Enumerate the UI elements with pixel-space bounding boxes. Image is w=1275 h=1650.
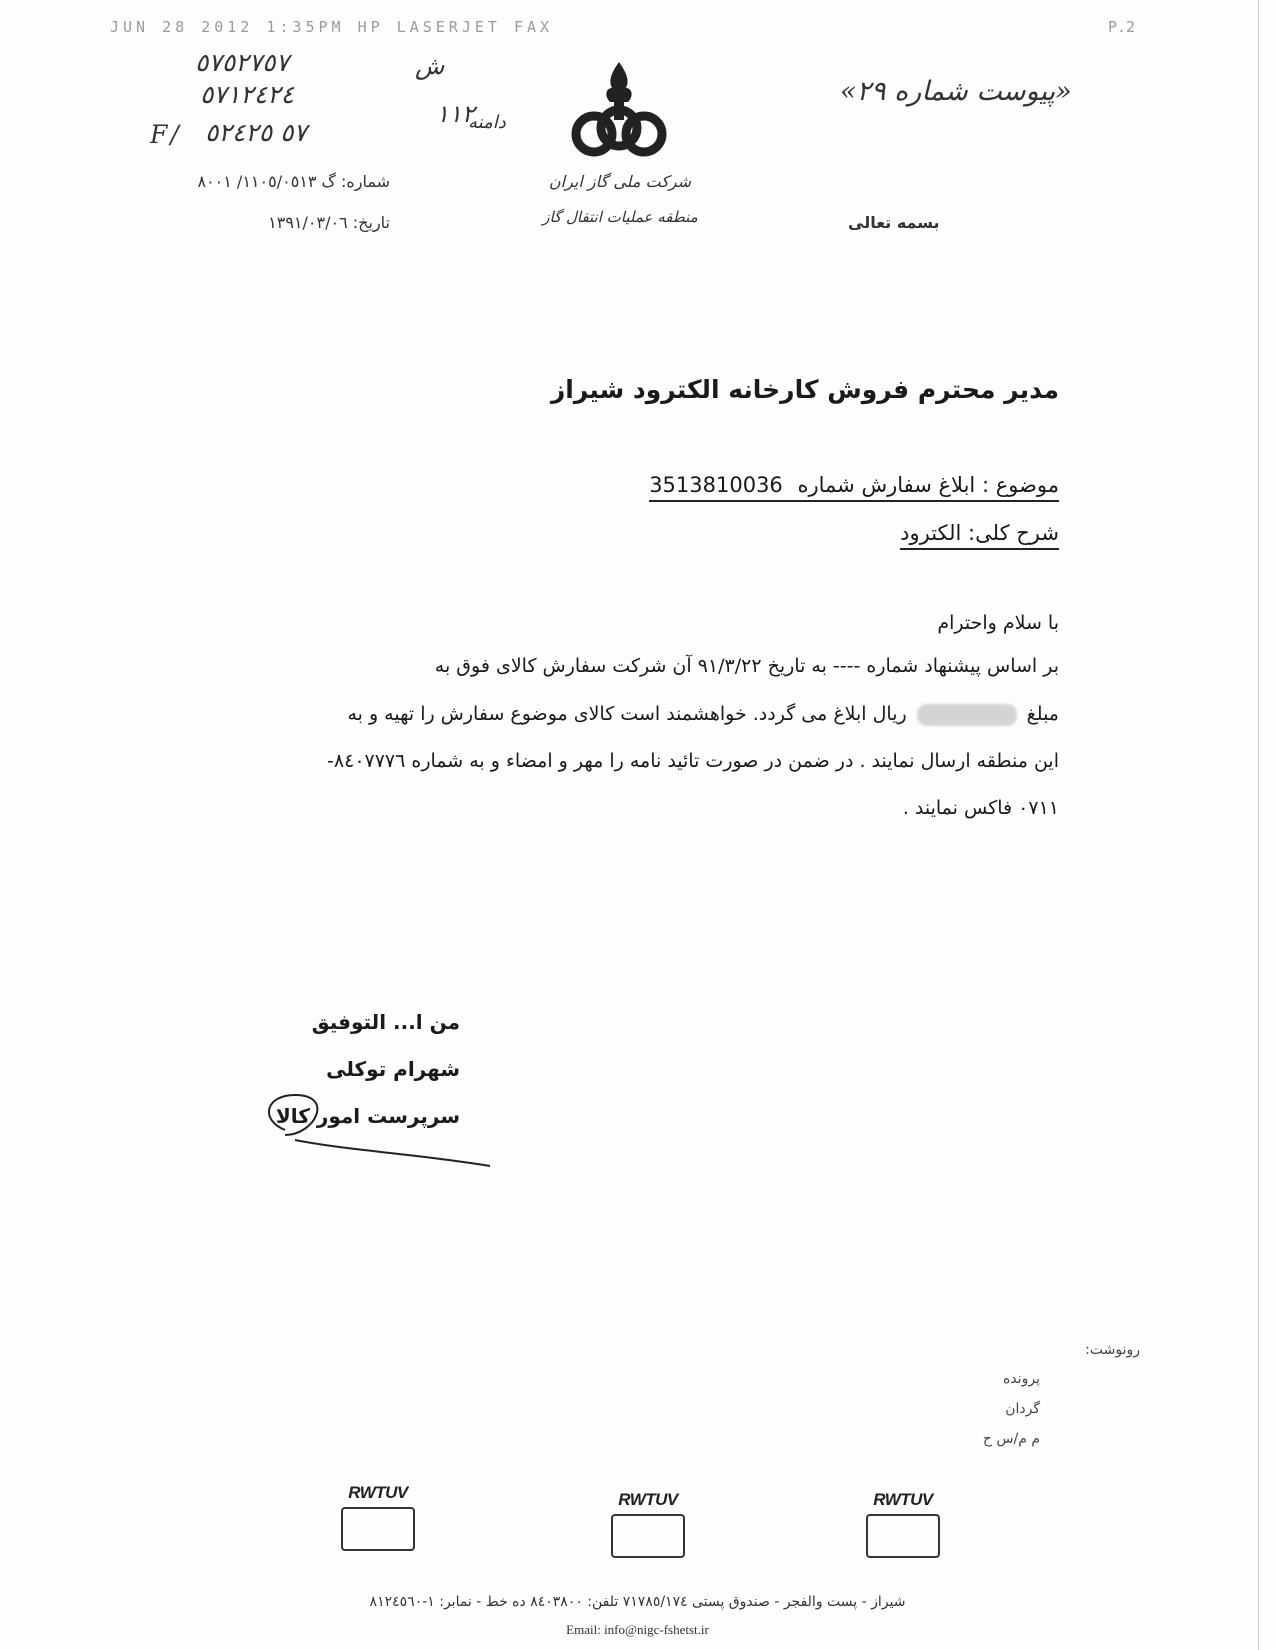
handwritten-f-mark: F/ [150,120,182,149]
order-number: 3513810036 [649,473,783,497]
general-label: شرح کلی: [968,521,1059,545]
signature-icon [255,1080,495,1170]
body-line-2-text: ریال ابلاغ می گردد. خواهشمند است کالای موضوع سفارش را تهیه و به [347,703,907,725]
org-unit: منطقه عملیات انتقال گاز [542,208,698,226]
body-line-2 [179,703,1059,726]
scan-edge-line [1258,0,1259,1650]
handwritten-number-1: ٥٧٥٢٧٥٧ [195,48,289,77]
footer-address: شیراز - پست والفجر - صندوق پستی ٧١٧٨٥/١٧٤ تلفن: ٨٤٠٣٨٠٠ ده خط - نمابر: ١-٨١٢٤٥٦٠ [369,1594,906,1610]
company-logo [564,58,674,172]
body-line-1: بر اساس پیشنهاد شماره ---- به تاریخ ٩١/٣/٢٢ آن شرکت سفارش کالای فوق به [434,655,1059,677]
letter-date-value: ١٣٩١/٠٣/٠٦ [268,213,348,232]
closing-phrase: من ا... التوفیق [311,1010,460,1034]
cc-item-2: گردان [1005,1401,1040,1417]
cc-item-1: پرونده [1003,1371,1040,1387]
amount-label: مبلغ [1026,703,1059,725]
attachment-note: «پیوست شماره ٢٩» [840,76,1072,107]
general-description [900,521,1059,550]
letter-number-label: شماره: [340,172,390,191]
letter-number [160,172,390,191]
cert-logo-2 [603,1490,693,1558]
handwritten-top-note: ش [415,52,445,80]
signature-mark [255,1080,495,1174]
fax-page-number: P.2 [1108,18,1136,36]
letter-date-label: تاریخ: [352,213,390,232]
subject-label: موضوع : [981,473,1059,497]
handwritten-number-2: ٥٧١٢٤٢٤ [200,80,294,109]
fax-header: JUN 28 2012 1:35PM HP LASERJET FAX [110,18,554,36]
body-line-4: ٠٧١١ فاکس نمایند . [902,797,1059,819]
cc-code: م م/س ح [982,1431,1040,1447]
cert-title-3: RWTUV [873,1490,933,1509]
cert-title-1: RWTUV [348,1483,408,1502]
recipient: مدیر محترم فروش کارخانه الکترود شیراز [550,375,1059,404]
greeting: با سلام واحترام [937,612,1059,634]
cert-logo-1 [333,1483,423,1551]
cert-seal-icon [611,1514,685,1558]
cert-seal-icon [341,1507,415,1551]
footer-email: Email: info@nigc-fshetst.ir [566,1622,709,1637]
flame-logo-icon [564,58,674,168]
cert-logo-3 [858,1490,948,1558]
body-line-3: این منطقه ارسال نمایند . در ضمن در صورت تائید نامه را مهر و امضاء و به شماره ٨٤٠٧٧٧٦- [327,750,1059,772]
handwritten-initial: دامنه [468,112,506,133]
handwritten-ref-number: ١١٢ [436,100,475,128]
handwritten-number-3: ٥٧ ٥٢٤٢٥ [205,118,307,147]
cert-seal-icon [866,1514,940,1558]
signatory-name: شهرام توکلی [326,1057,460,1081]
subject-line [649,473,1059,502]
signatory-title: سرپرست امور کالا [275,1104,460,1128]
cert-title-2: RWTUV [618,1490,678,1509]
redacted-amount [917,704,1017,726]
cc-title: رونوشت: [1085,1342,1140,1358]
basmala: بسمه تعالی [848,213,940,232]
org-name: شرکت ملی گاز ایران [548,172,692,191]
subject-text: ابلاغ سفارش شماره [797,473,976,497]
general-text: الکترود [900,521,962,545]
letter-number-value: گ ١١٠٥/٠٥١٣/ ٨٠٠١ [197,172,336,191]
letter-date [230,213,390,232]
